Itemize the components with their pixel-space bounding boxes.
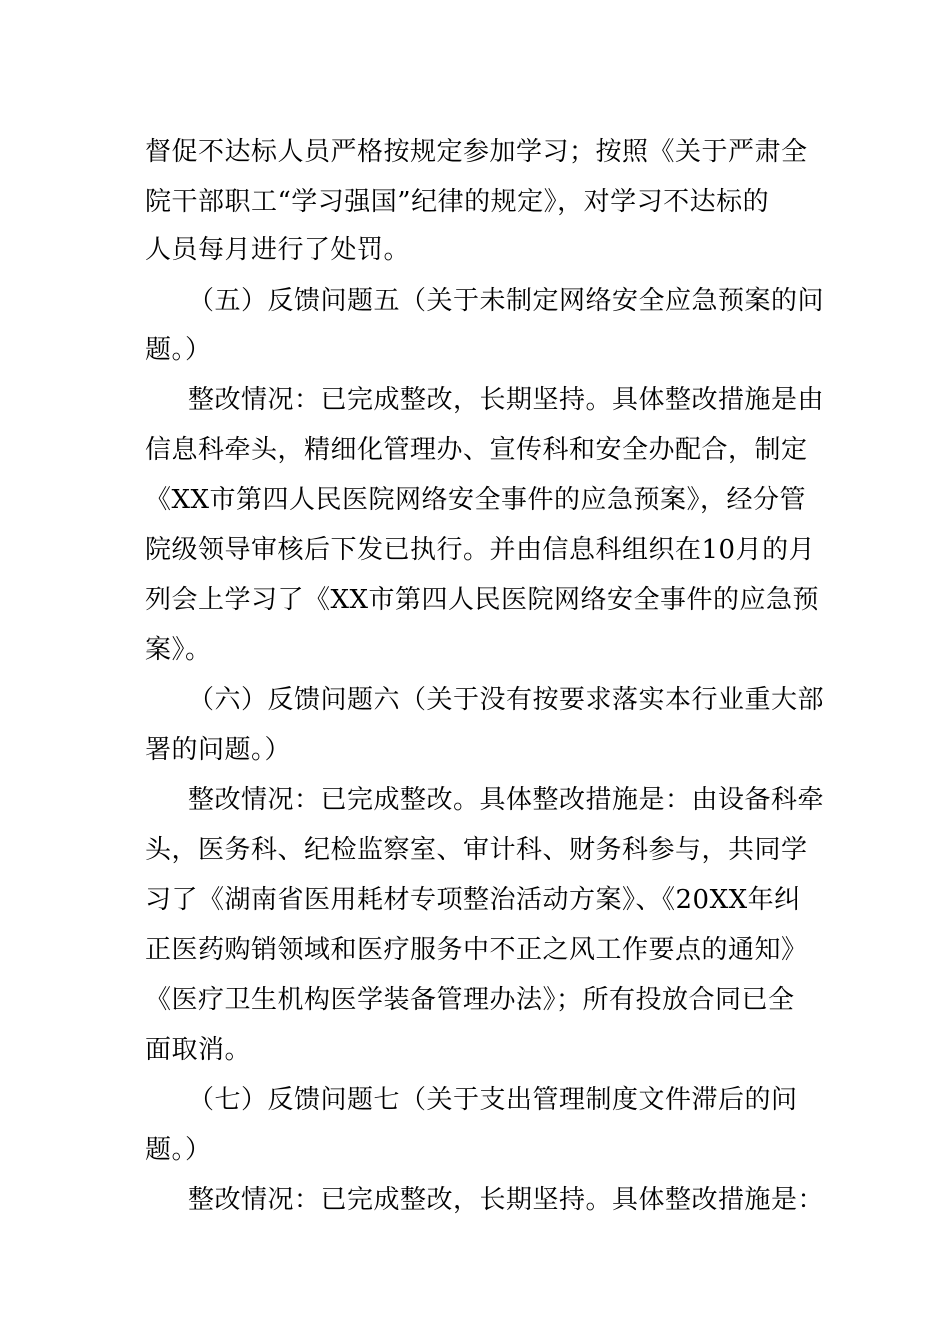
section-heading-6: （六）反馈问题六（关于没有按要求落实本行业重大部 <box>188 685 825 715</box>
section-heading-7: （七）反馈问题七（关于支出管理制度文件滞后的问 <box>188 1085 798 1115</box>
section-heading-5: （五）反馈问题五（关于未制定网络安全应急预案的问 <box>188 286 825 316</box>
text-line-8: 《XX市第四人民医院网络安全事件的应急预案》，经分管 <box>145 485 807 515</box>
text-line-16: 习了《湖南省医用耗材专项整治活动方案》、《20XX年纠 <box>145 885 801 915</box>
text-line-14: 整改情况：已完成整改。具体整改措施是：由设备科牵 <box>188 785 825 815</box>
text-line-13: 署的问题。） <box>145 735 292 765</box>
text-line-19: 面取消。 <box>145 1035 252 1065</box>
text-line-15: 头，医务科、纪检监察室、审计科、财务科参与，共同学 <box>145 835 808 865</box>
text-line-21: 题。） <box>145 1135 212 1165</box>
text-line-7: 信息科牵头，精细化管理办、宣传科和安全办配合，制定 <box>145 435 808 465</box>
text-line-18: 《医疗卫生机构医学装备管理办法》；所有投放合同已全 <box>145 985 795 1015</box>
text-line-3: 人员每月进行了处罚。 <box>145 235 411 265</box>
text-line-5: 题。） <box>145 335 212 365</box>
text-line-11: 案》。 <box>145 635 212 665</box>
text-line-9: 院级领导审核后下发已执行。并由信息科组织在10月的月 <box>145 535 816 565</box>
text-line-2: 院干部职工“学习强国”纪律的规定》，对学习不达标的 <box>145 187 770 217</box>
text-line-6: 整改情况：已完成整改，长期坚持。具体整改措施是由 <box>188 385 825 415</box>
text-line-17: 正医药购销领域和医疗服务中不正之风工作要点的通知》 <box>145 935 808 965</box>
text-line-10: 列会上学习了《XX市第四人民医院网络安全事件的应急预 <box>145 585 820 615</box>
text-line-22: 整改情况：已完成整改，长期坚持。具体整改措施是： <box>188 1185 825 1215</box>
text-line-1: 督促不达标人员严格按规定参加学习；按照《关于严肃全 <box>145 137 808 167</box>
